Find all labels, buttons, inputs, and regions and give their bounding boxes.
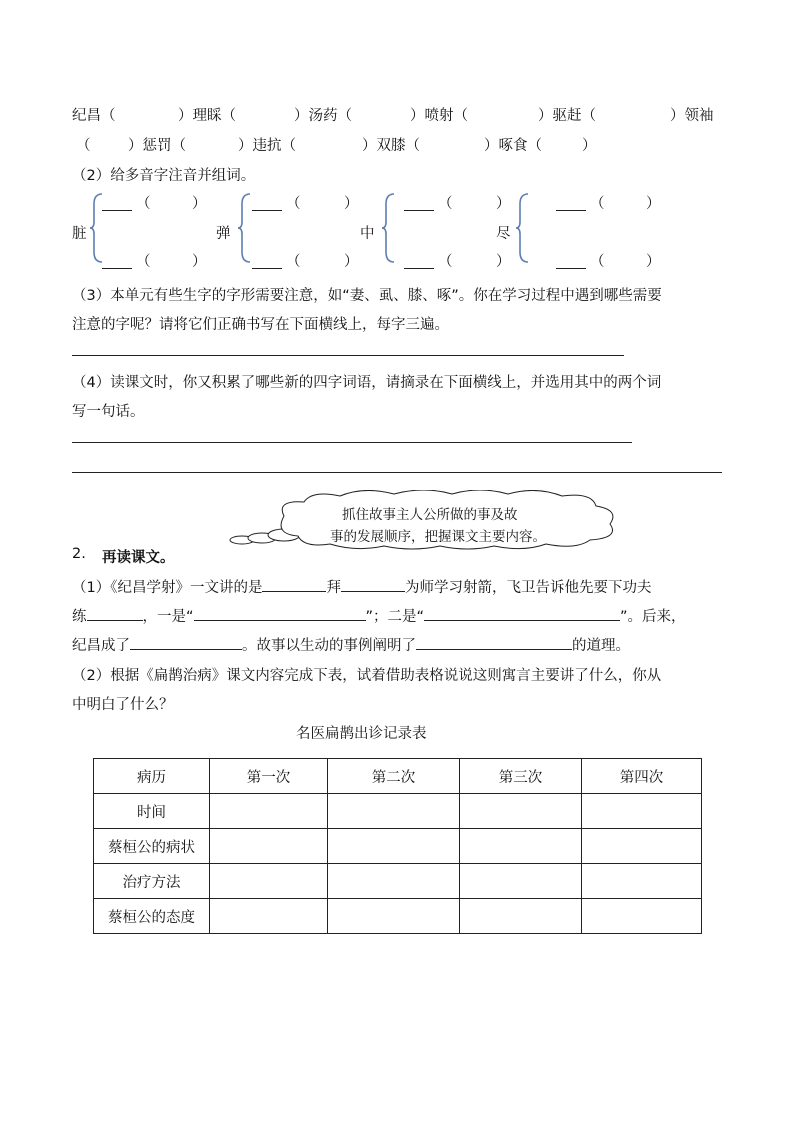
word-item: ）双膝（	[362, 138, 420, 154]
table-header-cell: 病历	[94, 759, 210, 794]
row-label: 蔡桓公的态度	[94, 899, 210, 934]
blank-second[interactable]	[424, 606, 620, 621]
paren-close: ）	[646, 196, 661, 212]
q1-text-d: 练	[72, 609, 87, 625]
table-title: 名医扁鹊出诊记录表	[296, 726, 427, 742]
table-cell[interactable]	[460, 794, 582, 829]
table-row	[94, 794, 702, 829]
paren-open: （	[590, 254, 605, 270]
paren-open: （	[438, 254, 453, 270]
paren-open: （	[136, 196, 151, 212]
polyphone-group-4	[496, 190, 676, 272]
q1-text-b: 拜	[326, 580, 341, 596]
word-item: ）惩罚（	[128, 138, 186, 154]
table-cell[interactable]	[582, 864, 702, 899]
word-item: ）驱赶（	[538, 108, 596, 124]
blank-lesson[interactable]	[416, 635, 572, 650]
table-header-cell: 第四次	[582, 759, 702, 794]
polyphone-group-2	[216, 190, 376, 272]
q1-text-j: 的道理。	[572, 638, 630, 654]
word-item: ）领袖	[670, 108, 714, 124]
table-cell[interactable]	[328, 794, 460, 829]
table-cell[interactable]	[582, 794, 702, 829]
q1-text-c: 为师学习射箭，飞卫告诉他先要下功夫	[404, 580, 652, 596]
table-row	[94, 829, 702, 864]
question-4-line-1: （4）读课文时，你又积累了哪些新的四字词语，请摘录在下面横线上，并选用其中的两个词	[72, 375, 662, 391]
polyphone-char: 脏	[72, 226, 87, 242]
question-2-label: （2）给多音字注音并组词。	[72, 168, 256, 184]
row-label: 蔡桓公的病状	[94, 829, 210, 864]
table-cell[interactable]	[460, 899, 582, 934]
word-item: ）汤药（	[294, 108, 352, 124]
table-row	[94, 899, 702, 934]
left-brace	[238, 192, 252, 264]
s2-question-1-line-1	[72, 576, 651, 597]
s2-question-2-line-1: （2）根据《扁鹊治病》课文内容完成下表，试着借助表格说说这则寓言主要讲了什么，你从	[72, 668, 662, 684]
table-cell[interactable]	[210, 864, 328, 899]
table-cell[interactable]	[582, 829, 702, 864]
table-cell[interactable]	[328, 899, 460, 934]
paren-close: ）	[344, 196, 359, 212]
table-cell[interactable]	[460, 829, 582, 864]
table-cell[interactable]	[210, 829, 328, 864]
q1-text-e: ，一是“	[142, 609, 194, 625]
polyphone-char: 中	[360, 226, 375, 242]
word-item: 纪昌（	[72, 108, 116, 124]
table-cell[interactable]	[210, 899, 328, 934]
blank-skill[interactable]	[87, 606, 143, 621]
paren-close: ）	[192, 254, 207, 270]
polyphone-char: 尽	[496, 226, 511, 242]
table-cell[interactable]	[582, 899, 702, 934]
table-header-cell: 第一次	[210, 759, 328, 794]
polyphone-char: 弹	[216, 226, 231, 242]
paren-close: ）	[646, 254, 661, 270]
table-header-cell: 第二次	[328, 759, 460, 794]
row-label: 时间	[94, 794, 210, 829]
paren-close: ）	[496, 196, 511, 212]
left-brace	[516, 192, 530, 264]
cloud-tip-line-1: 抓住故事主人公所做的事及故	[342, 507, 518, 523]
s2-question-1-line-3	[72, 634, 630, 655]
answer-line-q3[interactable]	[72, 355, 624, 356]
blank-person-2[interactable]	[341, 577, 405, 592]
word-item: （	[76, 138, 91, 154]
word-item: ）理睬（	[178, 108, 236, 124]
q1-text-h: 纪昌成了	[72, 638, 130, 654]
q1-text-a: （1）《纪昌学射》一文讲的是	[72, 580, 263, 596]
word-item: ）喷射（	[410, 108, 468, 124]
word-item: ）	[582, 138, 597, 154]
q1-text-g: ”。后来，	[620, 609, 686, 625]
paren-open: （	[438, 196, 453, 212]
table-cell[interactable]	[328, 864, 460, 899]
table-header-row	[94, 759, 702, 794]
paren-open: （	[590, 196, 605, 212]
q1-text-f: ”；二是“	[365, 609, 425, 625]
left-brace	[382, 192, 396, 264]
left-brace	[90, 192, 104, 264]
table-cell[interactable]	[460, 864, 582, 899]
answer-line-q4-2[interactable]	[72, 472, 722, 473]
cloud-tip-line-2: 事的发展顺序，把握课文主要内容。	[330, 529, 546, 545]
section-2-title: 再读课文。	[102, 550, 175, 566]
blank-became[interactable]	[130, 635, 242, 650]
paren-close: ）	[344, 254, 359, 270]
row-label: 治疗方法	[94, 864, 210, 899]
paren-open: （	[286, 196, 301, 212]
paren-open: （	[136, 254, 151, 270]
blank-first[interactable]	[194, 606, 366, 621]
question-4-line-2: 写一句话。	[72, 404, 145, 420]
blank-person-1[interactable]	[262, 577, 326, 592]
table-cell[interactable]	[328, 829, 460, 864]
paren-close: ）	[192, 196, 207, 212]
answer-line-q4-1[interactable]	[72, 442, 632, 443]
q1-text-i: 。故事以生动的事例阐明了	[242, 638, 416, 654]
s2-question-2-line-2: 中明白了什么？	[72, 697, 174, 713]
record-table	[93, 758, 702, 934]
word-item: ）啄食（	[484, 138, 542, 154]
word-item: ）违抗（	[238, 138, 296, 154]
table-cell[interactable]	[210, 794, 328, 829]
table-header-cell: 第三次	[460, 759, 582, 794]
s2-question-1-line-2	[72, 605, 686, 626]
paren-open: （	[286, 254, 301, 270]
paren-close: ）	[496, 254, 511, 270]
question-3-line-2: 注意的字呢？请将它们正确书写在下面横线上，每字三遍。	[72, 317, 449, 333]
section-2-number: 2.	[72, 546, 86, 562]
table-row	[94, 864, 702, 899]
question-3-line-1: （3）本单元有些生字的字形需要注意，如“妻、虱、膝、啄”。你在学习过程中遇到哪些需要	[72, 288, 662, 304]
polyphone-group-1	[72, 190, 232, 272]
